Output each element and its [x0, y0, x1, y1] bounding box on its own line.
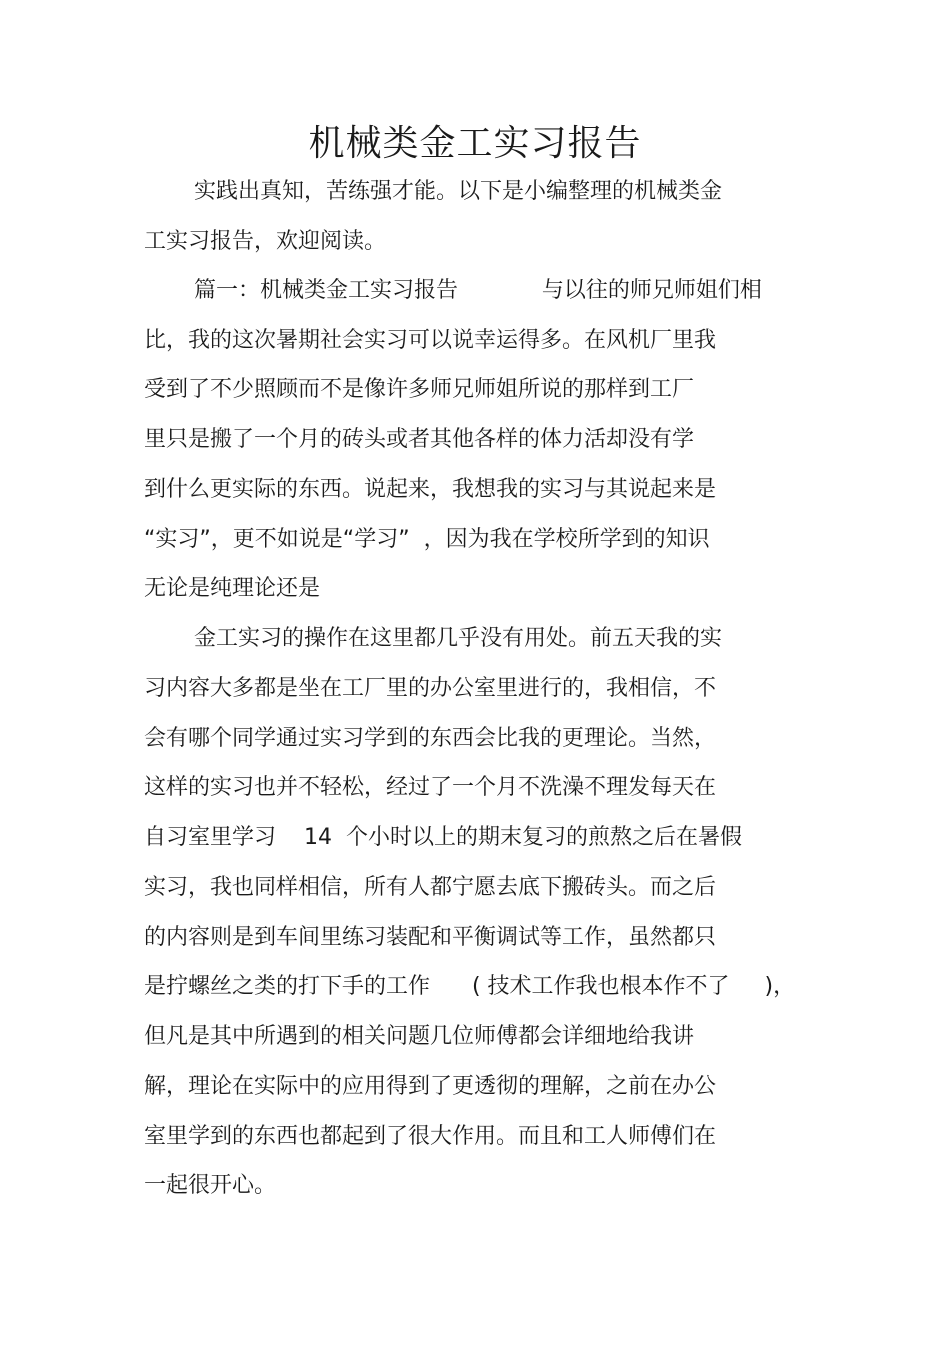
- paragraph-line: 里只是搬了一个月的砖头或者其他各样的体力活却没有学: [144, 427, 695, 452]
- paragraph-line: 无论是纯理论还是: [144, 576, 321, 601]
- paragraph-line: 实习，我也同样相信，所有人都宁愿去底下搬砖头。而之后: [144, 875, 717, 900]
- paragraph-line: 但凡是其中所遇到的相关问题几位师傅都会详细地给我讲: [144, 1024, 695, 1049]
- document-title: 机械类金工实习报告: [308, 123, 642, 164]
- paragraph-line: 解，理论在实际中的应用得到了更透彻的理解，之前在办公: [144, 1074, 717, 1099]
- paragraph-line: 受到了不少照顾而不是像许多师兄师姐所说的那样到工厂: [144, 377, 695, 402]
- paragraph-line: 实践出真知，苦练强才能。以下是小编整理的机械类金: [194, 179, 723, 204]
- paragraph-line: “实习”，更不如说是“学习” ，因为我在学校所学到的知识: [144, 527, 710, 552]
- paragraph-line: 到什么更实际的东西。说起来，我想我的实习与其说起来是: [144, 477, 717, 502]
- paragraph-line: 工实习报告，欢迎阅读。: [144, 229, 387, 254]
- paragraph-line: 比，我的这次暑期社会实习可以说幸运得多。在风机厂里我: [144, 328, 717, 353]
- paragraph-line: 金工实习的操作在这里都几乎没有用处。前五天我的实: [194, 626, 723, 651]
- paragraph-line: 习内容大多都是坐在工厂里的办公室里进行的，我相信，不: [144, 676, 717, 701]
- paragraph-line: 这样的实习也并不轻松，经过了一个月不洗澡不理发每天在: [144, 775, 717, 800]
- paragraph-line: 会有哪个同学通过实习学到的东西会比我的更理论。当然，: [144, 726, 717, 751]
- paragraph-line: 室里学到的东西也都起到了很大作用。而且和工人师傅们在: [144, 1124, 717, 1149]
- paragraph-line: 一起很开心。: [144, 1173, 277, 1198]
- paragraph-line: 是拧螺丝之类的打下手的工作 ( 技术工作我也根本作不了 )，: [144, 974, 796, 999]
- paragraph-line: 的内容则是到车间里练习装配和平衡调试等工作，虽然都只: [144, 925, 717, 950]
- paragraph-line: 篇一：机械类金工实习报告 与以往的师兄师姐们相: [194, 278, 762, 303]
- paragraph-line: 自习室里学习 14 个小时以上的期末复习的煎熬之后在暑假: [144, 825, 742, 850]
